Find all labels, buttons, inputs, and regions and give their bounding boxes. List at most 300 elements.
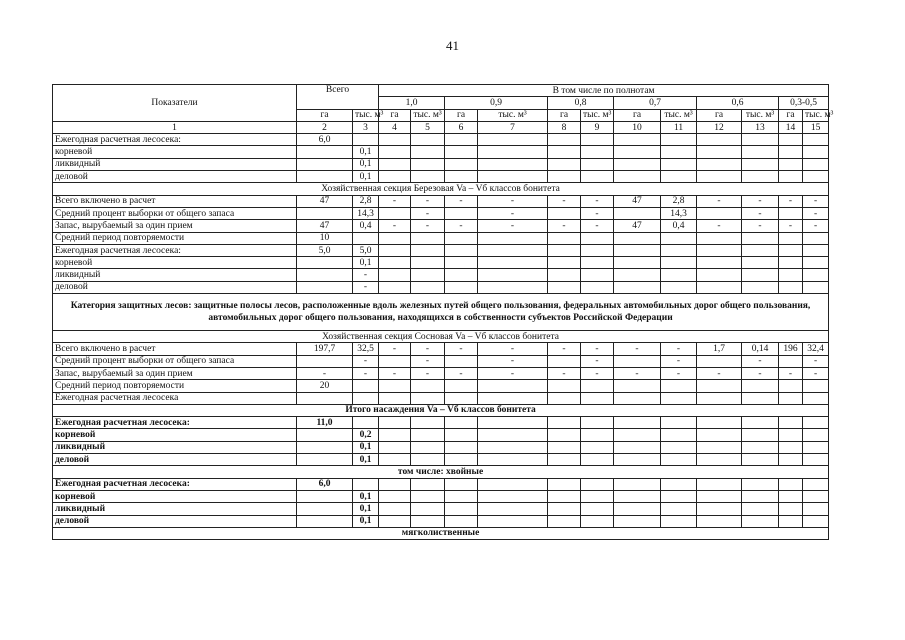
table-cell: - <box>742 367 779 379</box>
table-cell: - <box>445 367 478 379</box>
table-cell <box>379 454 411 466</box>
table-cell <box>478 454 548 466</box>
table-cell <box>614 257 661 269</box>
table-cell: 11,0 <box>297 417 353 429</box>
table-cell <box>614 441 661 453</box>
table-cell <box>779 515 803 527</box>
table-cell <box>411 171 445 183</box>
table-cell <box>697 244 742 256</box>
table-cell <box>581 503 614 515</box>
table-cell <box>779 503 803 515</box>
table-row <box>53 171 829 183</box>
table-cell <box>697 232 742 244</box>
section-title: том числе: хвойные <box>53 466 829 478</box>
table-row <box>53 220 829 232</box>
table-cell <box>478 503 548 515</box>
table-cell <box>445 454 478 466</box>
table-cell <box>548 417 581 429</box>
table-cell <box>581 380 614 392</box>
table-cell: 6,0 <box>297 478 353 490</box>
table-cell <box>478 417 548 429</box>
table-row <box>53 195 829 207</box>
table-cell <box>548 380 581 392</box>
row-label: Ежегодная расчетная лесосека: <box>53 417 297 429</box>
table-cell <box>379 244 411 256</box>
table-cell <box>411 392 445 404</box>
table-cell <box>548 158 581 170</box>
section-row <box>53 527 829 539</box>
column-number: 3 <box>353 121 379 133</box>
table-cell <box>614 281 661 293</box>
table-cell <box>411 478 445 490</box>
table-cell <box>297 355 353 367</box>
table-cell <box>661 441 697 453</box>
table-cell <box>779 146 803 158</box>
table-cell <box>581 171 614 183</box>
table-cell <box>379 269 411 281</box>
table-cell <box>581 490 614 502</box>
table-cell <box>548 515 581 527</box>
table-cell: - <box>548 195 581 207</box>
table-cell <box>779 429 803 441</box>
table-cell <box>803 380 829 392</box>
header-in-that-number: В том числе по полнотам <box>379 85 829 97</box>
table-cell: - <box>803 220 829 232</box>
table-cell <box>353 392 379 404</box>
table-cell: - <box>478 367 548 379</box>
unit-header: га <box>297 109 353 121</box>
table-cell <box>411 490 445 502</box>
table-cell <box>661 158 697 170</box>
table-cell: - <box>478 220 548 232</box>
table-cell <box>411 417 445 429</box>
table-cell <box>581 134 614 146</box>
table-cell: 6,0 <box>297 134 353 146</box>
table-row <box>53 207 829 219</box>
unit-header: га <box>379 109 411 121</box>
row-label: Запас, вырубаемый за один прием <box>53 220 297 232</box>
table-cell <box>445 232 478 244</box>
header-indicators: Показатели <box>53 85 297 122</box>
table-cell <box>445 503 478 515</box>
table-cell <box>445 355 478 367</box>
table-cell <box>779 134 803 146</box>
table-cell <box>379 441 411 453</box>
table-cell: - <box>445 195 478 207</box>
table-cell <box>614 454 661 466</box>
header-row-1 <box>53 85 829 97</box>
table-row <box>53 134 829 146</box>
density-header: 0,7 <box>614 97 697 109</box>
table-cell <box>697 146 742 158</box>
table-row <box>53 380 829 392</box>
table-cell <box>445 244 478 256</box>
page-number: 41 <box>446 38 459 53</box>
table-cell <box>548 281 581 293</box>
table-cell <box>445 515 478 527</box>
table-row <box>53 367 829 379</box>
table-cell: - <box>614 343 661 355</box>
table-row <box>53 429 829 441</box>
table-cell <box>379 503 411 515</box>
header-row-column-numbers <box>53 121 829 133</box>
table-cell <box>742 269 779 281</box>
category-row <box>53 294 829 331</box>
table-cell <box>478 146 548 158</box>
table-cell <box>548 429 581 441</box>
table-cell: - <box>803 195 829 207</box>
table-cell <box>779 417 803 429</box>
table-cell <box>478 515 548 527</box>
table-cell <box>803 503 829 515</box>
table-cell <box>297 281 353 293</box>
density-header: 0,6 <box>697 97 779 109</box>
table-cell <box>581 281 614 293</box>
table-cell: 0,1 <box>353 490 379 502</box>
row-label: Ежегодная расчетная лесосека: <box>53 244 297 256</box>
density-header: 0,8 <box>548 97 614 109</box>
table-row <box>53 244 829 256</box>
table-cell <box>614 392 661 404</box>
table-cell <box>803 134 829 146</box>
table-cell: - <box>742 195 779 207</box>
table-cell: 196 <box>779 343 803 355</box>
table-cell <box>614 515 661 527</box>
table-cell <box>478 281 548 293</box>
table-cell: - <box>379 220 411 232</box>
table-row <box>53 355 829 367</box>
row-label: Всего включено в расчет <box>53 195 297 207</box>
unit-header: тыс. м³ <box>478 109 548 121</box>
table-cell <box>697 503 742 515</box>
table-cell <box>581 392 614 404</box>
row-label: Ежегодная расчетная лесосека: <box>53 478 297 490</box>
table-cell: - <box>411 343 445 355</box>
table-cell <box>661 244 697 256</box>
table-cell <box>581 515 614 527</box>
table-cell <box>581 454 614 466</box>
table-cell <box>661 392 697 404</box>
table-cell <box>411 269 445 281</box>
table-cell <box>697 490 742 502</box>
table-cell: - <box>411 207 445 219</box>
table-cell: 0,1 <box>353 158 379 170</box>
table-cell <box>614 244 661 256</box>
table-cell <box>742 244 779 256</box>
row-label: корневой <box>53 429 297 441</box>
table-cell <box>411 380 445 392</box>
section-row <box>53 331 829 343</box>
unit-header: га <box>548 109 581 121</box>
table-cell <box>478 134 548 146</box>
table-cell: - <box>411 355 445 367</box>
table-cell <box>445 417 478 429</box>
table-cell: - <box>803 367 829 379</box>
section-title: Итого насаждения Va – Vб классов бонитета <box>53 404 829 416</box>
table-cell <box>742 380 779 392</box>
table-cell <box>803 392 829 404</box>
table-cell <box>445 478 478 490</box>
table-cell <box>803 146 829 158</box>
table-cell: - <box>379 195 411 207</box>
table-cell <box>411 257 445 269</box>
table-cell <box>353 134 379 146</box>
table-cell: 47 <box>614 195 661 207</box>
table-cell <box>697 429 742 441</box>
table-cell <box>742 490 779 502</box>
table-cell <box>445 281 478 293</box>
table-cell: 32,5 <box>353 343 379 355</box>
table-cell <box>697 257 742 269</box>
table-cell <box>779 257 803 269</box>
table-cell: 47 <box>614 220 661 232</box>
table-cell <box>445 380 478 392</box>
table-cell <box>379 232 411 244</box>
table-row <box>53 146 829 158</box>
table-cell <box>379 281 411 293</box>
table-row <box>53 503 829 515</box>
table-cell <box>614 429 661 441</box>
table-cell <box>411 244 445 256</box>
table-cell <box>581 244 614 256</box>
unit-header: га <box>697 109 742 121</box>
table-cell <box>697 380 742 392</box>
table-cell <box>445 134 478 146</box>
table-cell <box>661 417 697 429</box>
row-label: Запас, вырубаемый за один прием <box>53 367 297 379</box>
table-cell: 2,8 <box>661 195 697 207</box>
table-cell: - <box>581 343 614 355</box>
row-label: Всего включено в расчет <box>53 343 297 355</box>
table-cell <box>581 478 614 490</box>
table-cell <box>379 158 411 170</box>
table-cell <box>411 454 445 466</box>
table-cell <box>379 417 411 429</box>
table-cell <box>742 146 779 158</box>
table-cell <box>779 490 803 502</box>
table-cell <box>379 146 411 158</box>
table-row <box>53 281 829 293</box>
table-cell: - <box>697 367 742 379</box>
table-cell <box>297 392 353 404</box>
table-cell <box>742 478 779 490</box>
allowable-cut-table <box>52 84 834 540</box>
category-title: Категория защитных лесов: защитные полосы лесов, расположенные вдоль железных путей общего пользования, федеральных автомобильных дорог общего пользования, автомобильных дорог общего пользования, находящихся в собственности субъектов Российской Федерации <box>53 294 829 331</box>
table-cell: 32,4 <box>803 343 829 355</box>
table-cell: - <box>379 367 411 379</box>
table-cell <box>478 269 548 281</box>
table-cell <box>614 269 661 281</box>
table-cell <box>379 478 411 490</box>
table-row <box>53 417 829 429</box>
column-number: 4 <box>379 121 411 133</box>
table-cell <box>614 478 661 490</box>
column-number: 13 <box>742 121 779 133</box>
table-cell <box>548 490 581 502</box>
table-cell: 20 <box>297 380 353 392</box>
table-cell <box>742 417 779 429</box>
table-cell <box>614 207 661 219</box>
table-cell <box>742 515 779 527</box>
table-cell <box>478 441 548 453</box>
table-row <box>53 478 829 490</box>
table-cell <box>614 171 661 183</box>
unit-header: тыс. м³ <box>661 109 697 121</box>
table-cell <box>742 281 779 293</box>
table-cell: 197,7 <box>297 343 353 355</box>
table-cell: - <box>478 195 548 207</box>
density-header: 0,3-0,5 <box>779 97 829 109</box>
table-cell <box>379 392 411 404</box>
table-cell <box>411 146 445 158</box>
table-cell <box>353 232 379 244</box>
table-cell: 5,0 <box>297 244 353 256</box>
density-header: 1,0 <box>379 97 445 109</box>
table-cell <box>478 429 548 441</box>
table-cell <box>379 134 411 146</box>
row-label: ликвидный <box>53 158 297 170</box>
table-cell: - <box>779 367 803 379</box>
table-cell <box>297 515 353 527</box>
table-cell <box>803 454 829 466</box>
table-cell <box>742 232 779 244</box>
table-cell: 10 <box>297 232 353 244</box>
table-row <box>53 232 829 244</box>
table-cell: - <box>581 220 614 232</box>
table-cell: - <box>548 343 581 355</box>
table-cell <box>742 171 779 183</box>
table-cell: - <box>353 281 379 293</box>
table-cell <box>779 380 803 392</box>
table-cell: - <box>445 343 478 355</box>
table-cell: 47 <box>297 195 353 207</box>
table-cell <box>581 441 614 453</box>
column-number: 11 <box>661 121 697 133</box>
table-cell: - <box>614 367 661 379</box>
table-cell: - <box>548 220 581 232</box>
table-cell: - <box>581 195 614 207</box>
table-cell: - <box>297 367 353 379</box>
table-cell <box>478 392 548 404</box>
table-cell <box>614 158 661 170</box>
table-cell: 14,3 <box>661 207 697 219</box>
row-label: деловой <box>53 454 297 466</box>
table-cell <box>353 380 379 392</box>
table-cell <box>411 281 445 293</box>
table-cell <box>581 429 614 441</box>
table-cell <box>803 441 829 453</box>
table-row <box>53 441 829 453</box>
table-cell <box>297 441 353 453</box>
table-cell <box>548 146 581 158</box>
unit-header: тыс. м³ <box>353 109 379 121</box>
column-number: 10 <box>614 121 661 133</box>
table-cell: - <box>581 207 614 219</box>
table-cell <box>614 417 661 429</box>
table-cell <box>697 478 742 490</box>
table-cell <box>548 257 581 269</box>
table-cell <box>779 281 803 293</box>
table-cell <box>779 269 803 281</box>
section-row <box>53 466 829 478</box>
table-cell: - <box>742 355 779 367</box>
table-body <box>53 134 829 540</box>
table-cell <box>697 269 742 281</box>
table-cell <box>445 171 478 183</box>
table-cell <box>742 429 779 441</box>
table-cell <box>445 490 478 502</box>
table-cell <box>661 232 697 244</box>
table-cell <box>803 490 829 502</box>
column-number: 1 <box>53 121 297 133</box>
unit-header: га <box>614 109 661 121</box>
table-cell <box>697 207 742 219</box>
table-cell <box>581 232 614 244</box>
table-cell <box>297 158 353 170</box>
table-cell <box>614 380 661 392</box>
table-cell <box>478 171 548 183</box>
table-cell <box>411 158 445 170</box>
table-cell <box>297 454 353 466</box>
table-cell <box>803 257 829 269</box>
column-number: 6 <box>445 121 478 133</box>
table-cell: - <box>779 195 803 207</box>
table-cell: 0,1 <box>353 171 379 183</box>
table-cell <box>379 515 411 527</box>
table-cell <box>803 281 829 293</box>
table-cell: - <box>353 367 379 379</box>
table-cell <box>742 134 779 146</box>
table-cell <box>661 478 697 490</box>
table-cell <box>697 171 742 183</box>
table-cell: 2,8 <box>353 195 379 207</box>
table-cell: - <box>581 367 614 379</box>
table-cell: - <box>411 220 445 232</box>
column-number: 5 <box>411 121 445 133</box>
unit-header: тыс. м³ <box>803 109 829 121</box>
table-cell <box>614 490 661 502</box>
table-cell: - <box>803 207 829 219</box>
table-cell <box>661 380 697 392</box>
table-cell <box>661 171 697 183</box>
table-cell <box>803 429 829 441</box>
table-cell <box>742 257 779 269</box>
row-label: Средний период повторяемости <box>53 380 297 392</box>
section-title: Хозяйственная секция Сосновая Va – Vб классов бонитета <box>53 331 829 343</box>
table-cell <box>445 429 478 441</box>
table-cell <box>478 232 548 244</box>
table-row <box>53 158 829 170</box>
table-cell <box>297 171 353 183</box>
unit-header: тыс. м³ <box>742 109 779 121</box>
table-cell <box>697 158 742 170</box>
table-cell <box>297 146 353 158</box>
table-cell: - <box>697 195 742 207</box>
table-cell <box>548 392 581 404</box>
column-number: 9 <box>581 121 614 133</box>
table-cell <box>779 355 803 367</box>
table-cell: - <box>478 207 548 219</box>
column-number: 8 <box>548 121 581 133</box>
table-cell <box>779 392 803 404</box>
row-label: ликвидный <box>53 269 297 281</box>
table-cell <box>779 244 803 256</box>
table-cell: - <box>478 355 548 367</box>
table-cell <box>411 503 445 515</box>
section-row <box>53 183 829 195</box>
table-cell <box>581 146 614 158</box>
table-cell: - <box>379 343 411 355</box>
